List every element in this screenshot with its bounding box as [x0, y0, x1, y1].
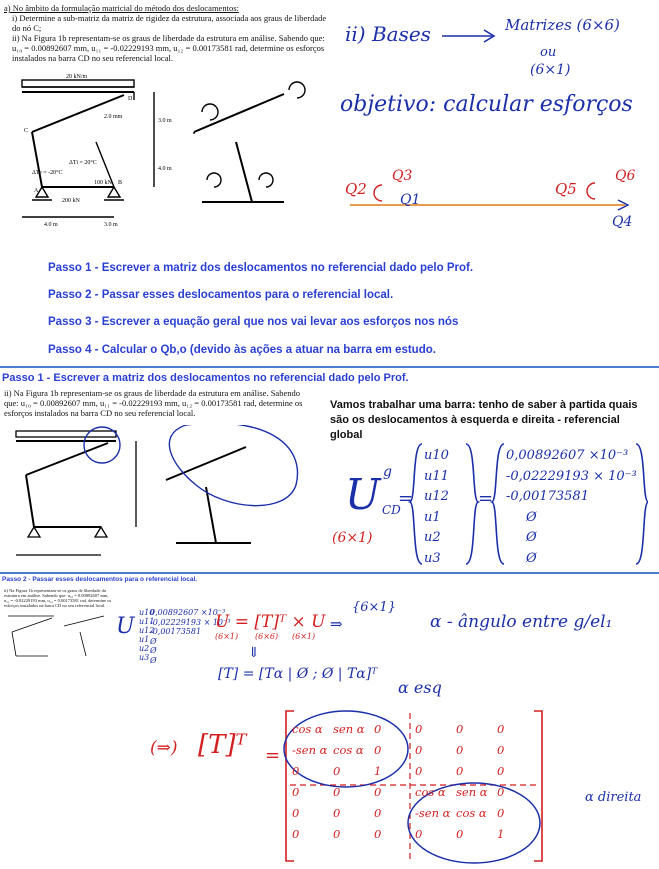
alpha-definition: α - ângulo entre g/el₁: [430, 612, 613, 632]
alpha-esq-label: α esq: [398, 678, 442, 697]
node-d-label: D: [128, 96, 133, 102]
t-matrix-equals: =: [265, 745, 281, 766]
matrix-cell: 0: [415, 722, 423, 736]
matrix-cell: 0: [456, 722, 464, 736]
matrix-cell: 0: [374, 743, 382, 757]
note-matrizes: Matrizes (6×6): [505, 16, 620, 34]
note-q2: Q2: [345, 180, 367, 198]
eq-dim-c: (6×1): [292, 632, 316, 641]
eq-result: {6×1}: [352, 600, 396, 615]
section1-explain: Vamos trabalhar uma barra: tenho de saber à partida quais são os deslocamentos à esquerda e direita - referencial global: [330, 399, 638, 441]
matrix-cell: 0: [497, 806, 505, 820]
thumb-label-4: u2: [139, 644, 150, 653]
eq-sign-1: =: [398, 488, 414, 509]
eq-sign-2: =: [478, 488, 494, 509]
thumb-label-5: u3: [139, 653, 150, 662]
implies-sign: (⇒): [150, 738, 178, 758]
matrix-cell: 0: [456, 743, 464, 757]
note-q6: Q6: [615, 168, 636, 184]
matrix-cell: cos α: [456, 806, 487, 820]
matrix-cell: 0: [292, 827, 300, 841]
step-2: Passo 2 - Passar esses deslocamentos para o referencial local.: [48, 289, 394, 301]
t-matrix-symbol: [T]ᵀ: [198, 730, 247, 760]
dim-2m-label: 2.0 mm: [104, 114, 123, 120]
load-top-label: 20 kN/m: [66, 74, 88, 80]
problem-item-ii: ii) Na Figura 1b representam-se os graus de liberdade da estrutura em análise. Sabendo que: u₁₀ = 0.00892607 mm, u₁₁ = -0.02229193 mm, u₁₂ = 0.00173581 rad, determine os esforços instalados na barra CD no seu referencial local.: [12, 33, 325, 63]
vector-labels: [424, 446, 449, 569]
matrix-cell: 1: [374, 764, 382, 778]
load-200-label: 200 kN: [62, 198, 80, 204]
node-b-label: B: [118, 180, 123, 186]
matrix-cell: 0: [456, 764, 464, 778]
dim-4m-h-label: 4.0 m: [44, 222, 58, 228]
matrix-cell: sen α: [333, 722, 365, 736]
thumb-u: U: [116, 614, 135, 639]
node-c-label: C: [24, 128, 29, 134]
thumb-text: ii) Na Figura 1b representam-se os graus de liberdade da estrutura em análise. Sabendo que: u₁₀ = 0.00892607 mm, u₁₁ = -0.02229193 mm, u₁₂ = 0.00173581 rad, determine os esforços instalados na barra CD no seu referencial local.: [4, 588, 112, 608]
matrix-cell: -sen α: [415, 806, 451, 820]
note-q3: Q3: [392, 168, 413, 184]
matrix-cell: 0: [333, 806, 341, 820]
t-matrix-cells: [292, 722, 542, 841]
thumb-label-3: u1: [139, 635, 150, 644]
matrix-cell: 0: [374, 785, 382, 799]
matrix-cell: 0: [333, 827, 341, 841]
thumb-value-2: -0,00173581: [150, 627, 202, 636]
matrix-cell: 0: [374, 827, 382, 841]
matrix-cell: 0: [333, 764, 341, 778]
note-q5: Q5: [555, 180, 577, 198]
thumb-value-3: Ø: [150, 636, 157, 646]
step-1: Passo 1 - Escrever a matriz dos deslocamentos no referencial dado pelo Prof.: [48, 262, 474, 274]
dim-3m-h-label: 3.0 m: [104, 222, 118, 228]
temp-1-label: ΔTi = 20°C: [69, 160, 97, 166]
node-a-label: A: [34, 188, 39, 194]
matrix-cell: 1: [497, 827, 505, 841]
t-definition: [T] = [Tα | Ø ; Ø | Tα]ᵀ: [218, 666, 378, 682]
u-dim: (6×1): [332, 530, 373, 546]
matrix-cell: 0: [415, 827, 423, 841]
u-symbol: U: [345, 470, 381, 519]
vec-label-2: u12: [424, 489, 449, 504]
matrix-cell: 0: [292, 785, 300, 799]
u-sup: g: [383, 464, 392, 480]
note-ou: ou: [540, 45, 557, 60]
load-100-label: 100 kN: [94, 180, 112, 186]
thumb-label-0: u10: [139, 608, 155, 617]
eq-transform: U = [T]ᵀ × U: [215, 612, 326, 632]
thumb-value-4: Ø: [150, 646, 157, 655]
matrix-cell: 0: [456, 827, 464, 841]
matrix-cell: 0: [374, 806, 382, 820]
note-ii-bases: ii) Bases: [345, 22, 431, 46]
vec-value-3: Ø: [526, 509, 537, 525]
matrix-cell: 0: [497, 785, 505, 799]
vec-value-4: Ø: [526, 530, 537, 545]
vec-label-4: u2: [424, 530, 441, 545]
vec-value-2: -0,00173581: [506, 489, 589, 504]
u-sub: CD: [382, 503, 401, 517]
matrix-cell: 0: [333, 785, 341, 799]
problem-text: [4, 3, 334, 63]
matrix-cell: 0: [415, 764, 423, 778]
matrix-cell: 0: [497, 764, 505, 778]
matrix-cell: 0: [497, 722, 505, 736]
section1-figure: [6, 425, 316, 565]
matrix-cell: 0: [292, 764, 300, 778]
vec-label-0: u10: [424, 448, 449, 463]
vec-value-1: -0,02229193 × 10⁻³: [506, 468, 637, 484]
problem-heading: a) No âmbito da formulação matricial do método dos deslocamentos:: [4, 3, 239, 13]
eq-dim-b: (6×6): [255, 632, 279, 641]
thumb-figure: [4, 612, 114, 672]
step-3: Passo 3 - Escrever a equação geral que nos vai levar aos esforços nos nós: [48, 316, 459, 328]
note-q1: Q1: [400, 192, 421, 208]
thumb-value-0: 0,00892607 ×10⁻³: [150, 608, 226, 617]
arrow-icon: [440, 28, 500, 44]
vec-value-5: Ø: [526, 550, 537, 566]
divider-1: [0, 366, 659, 368]
divider-2: [0, 572, 659, 574]
problem-item-i: i) Determine a sub-matriz da matriz de rigidez da estrutura, associada aos graus de liberdade do nó C;: [12, 13, 327, 33]
vector-values: [506, 446, 637, 569]
dim-4m-v-label: 4.0 m: [158, 166, 172, 172]
vec-label-3: u1: [424, 509, 441, 525]
down-arrow-icon: ⇓: [248, 645, 260, 661]
matrix-cell: 0: [374, 722, 382, 736]
matrix-cell: cos α: [415, 785, 446, 799]
section2-title: Passo 2 - Passar esses deslocamentos para o referencial local.: [2, 576, 198, 583]
thumb-label-2: u12: [139, 626, 155, 635]
thumb-value-5: Ø: [150, 655, 157, 665]
thumb-label-1: u11: [139, 617, 155, 626]
vec-label-1: u11: [424, 468, 449, 484]
matrix-cell: cos α: [292, 722, 323, 736]
matrix-cell: -sen α: [292, 743, 328, 757]
section1-title: Passo 1 - Escrever a matriz dos deslocamentos no referencial dado pelo Prof.: [2, 372, 409, 384]
structure-figure: [14, 72, 334, 232]
matrix-cell: 0: [497, 743, 505, 757]
note-q4: Q4: [612, 214, 633, 230]
matrix-cell: sen α: [456, 785, 488, 799]
step-4: Passo 4 - Calcular o Qb,o (devido às ações a atuar na barra em estudo.: [48, 344, 436, 356]
matrix-cell: 0: [415, 743, 423, 757]
matrix-cell: 0: [292, 806, 300, 820]
section1-intro: ii) Na Figura 1b representam-se os graus de liberdade da estrutura em análise. Sabendo que: u₁₀ = 0.00892607 mm, u₁₁ = -0.02229193 mm, u₁₂ = 0.00173581 rad, determine os esforços instalados na barra CD no seu referencial local.: [4, 388, 303, 418]
temp-2-label: ΔTe = -20°C: [32, 170, 63, 176]
matrix-cell: cos α: [333, 743, 364, 757]
note-objetivo: objetivo: calcular esforços: [340, 92, 633, 117]
note-six-one: (6×1): [530, 62, 571, 78]
vec-label-5: u3: [424, 550, 441, 566]
vec-value-0: 0,00892607 ×10⁻³: [506, 448, 629, 463]
dim-3m-label: 3.0 m: [158, 118, 172, 124]
eq-dim-a: (6×1): [215, 632, 239, 641]
thumb-value-1: -0,02229193 × 10⁻³: [150, 617, 231, 627]
eq-result-arrow: ⇒: [330, 615, 343, 633]
alpha-direita-label: α direita: [585, 790, 642, 805]
